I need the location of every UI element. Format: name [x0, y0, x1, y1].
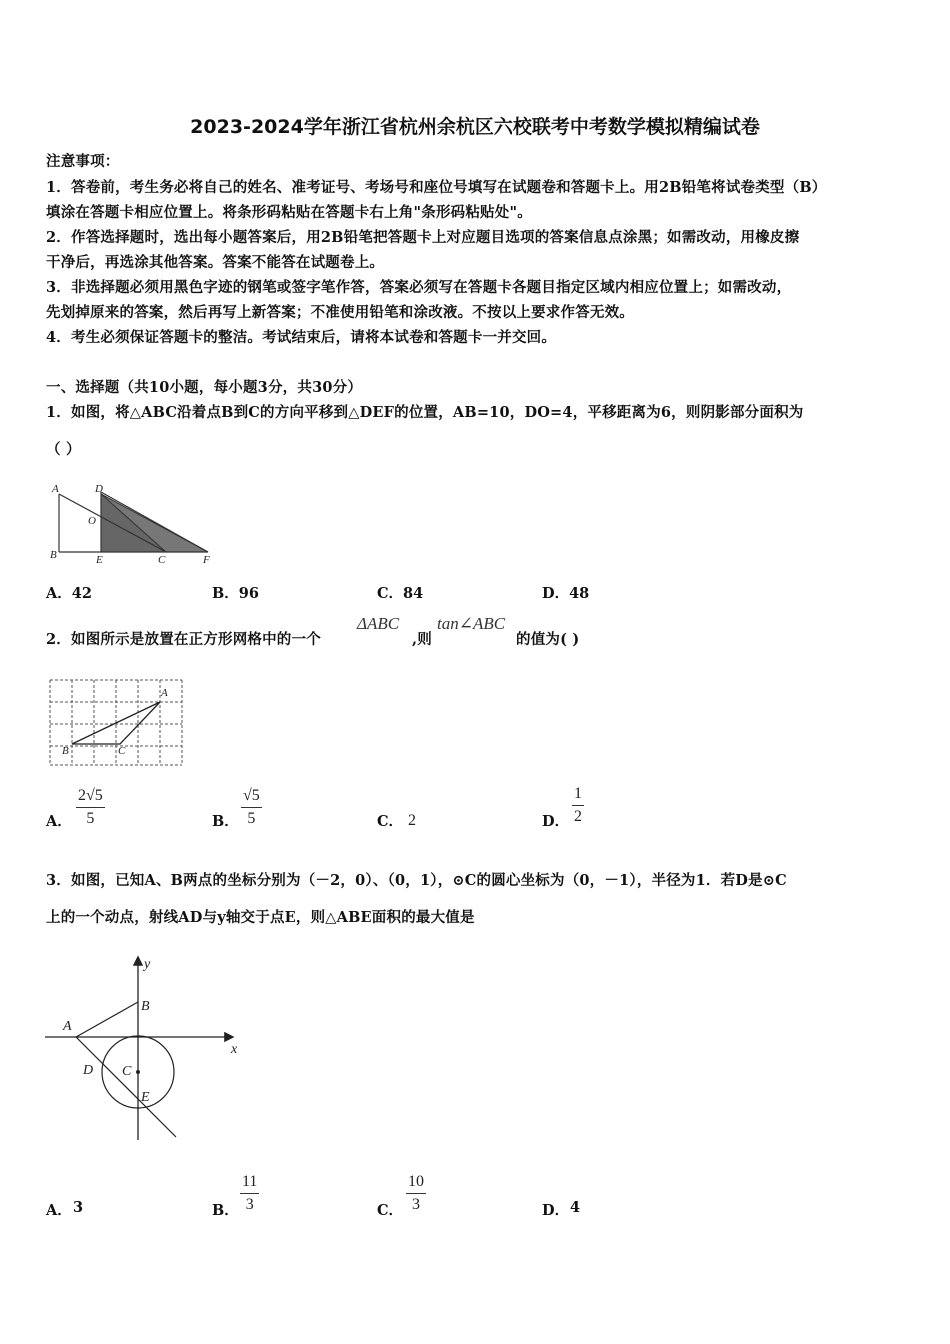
- label-d: D: [83, 1063, 94, 1078]
- segment-ab: [76, 1002, 138, 1037]
- notice-line: 4．考生必须保证答题卡的整洁。考试结束后，请将本试卷和答题卡一并交回。: [46, 329, 557, 346]
- fraction-numerator: 11: [240, 1173, 259, 1194]
- fraction-numerator: 1: [572, 785, 584, 806]
- q1-option-b[interactable]: B．96: [212, 585, 259, 602]
- notice-line: 3．非选择题必须用黑色字迹的钢笔或签字笔作答，答案必须写在答题卡各题目指定区域内相应位置上；如需改动，: [46, 279, 792, 296]
- label-c: C: [122, 1064, 132, 1079]
- q2-figure: [46, 676, 188, 770]
- q2-math-tan: tan∠ABC: [437, 614, 506, 633]
- fraction-denominator: 2: [574, 808, 582, 825]
- q2-text-mid: ,则: [412, 631, 432, 648]
- q3-option-b-label[interactable]: B．: [212, 1202, 239, 1219]
- notice-line: 填涂在答题卡相应位置上。将条形码粘贴在答题卡右上角"条形码粘贴处"。: [46, 204, 532, 221]
- q2-option-b-value: [241, 787, 262, 828]
- ray-ad: [76, 1037, 176, 1137]
- q2-option-d-value: [572, 785, 584, 826]
- q3-text: 3．如图，已知A、B两点的坐标分别为（－2，0）、（0，1），⊙C的圆心坐标为（0，－1），半径为1．若D是⊙C: [46, 872, 787, 889]
- q3-figure: [40, 950, 250, 1145]
- q3-option-a-label[interactable]: A．: [46, 1202, 72, 1219]
- fraction-denominator: 5: [247, 810, 256, 827]
- label-c: C: [158, 554, 166, 566]
- label-b: B: [141, 999, 150, 1014]
- label-f: F: [203, 554, 210, 566]
- q3-option-c-value: [406, 1173, 426, 1214]
- label-a: A: [52, 483, 59, 495]
- label-o: O: [88, 515, 96, 527]
- q2-option-a-label[interactable]: A．: [46, 813, 72, 830]
- label-c: C: [118, 745, 126, 757]
- label-b: B: [50, 549, 57, 561]
- label-a: A: [63, 1019, 72, 1034]
- label-y: y: [144, 957, 151, 972]
- q2-text-post: 的值为( ): [516, 631, 580, 648]
- fraction-numerator: √5: [241, 787, 262, 808]
- label-e: E: [96, 554, 103, 566]
- q1-bracket: （ ）: [46, 441, 81, 458]
- q3-option-a-value: 3: [73, 1199, 84, 1216]
- label-d: D: [95, 483, 103, 495]
- notice-heading: 注意事项：: [46, 153, 120, 170]
- q3-option-c-label[interactable]: C．: [377, 1202, 404, 1219]
- label-b: B: [62, 745, 69, 757]
- q2-option-a-value: [76, 787, 105, 828]
- center-c: [136, 1070, 140, 1074]
- fraction-denominator: 3: [245, 1196, 254, 1213]
- q2-option-c-label[interactable]: C．: [377, 813, 404, 830]
- notice-line: 2．作答选择题时，选出每小题答案后，用2B铅笔把答题卡上对应题目选项的答案信息点涂黑；如需改动，用橡皮擦: [46, 229, 800, 246]
- q3-option-b-value: [240, 1173, 259, 1214]
- fraction-numerator: 2√5: [76, 787, 105, 808]
- q3-option-d-label[interactable]: D．: [542, 1202, 570, 1219]
- q2-option-b-label[interactable]: B．: [212, 813, 239, 830]
- q1-option-a[interactable]: A．42: [46, 585, 92, 602]
- q1-option-c[interactable]: C．84: [377, 585, 424, 602]
- fraction-denominator: 5: [86, 810, 95, 827]
- q2-option-c-value: 2: [408, 812, 416, 829]
- fraction-denominator: 3: [412, 1196, 420, 1213]
- notice-line: 先划掉原来的答案，然后再写上新答案；不准使用铅笔和涂改液。不按以上要求作答无效。: [46, 304, 634, 321]
- q3-text-cont: 上的一个动点，射线AD与y轴交于点E，则△ABE面积的最大值是: [46, 909, 475, 926]
- q2-option-d-label[interactable]: D．: [542, 813, 570, 830]
- label-x: x: [231, 1042, 238, 1057]
- section-heading: 一、选择题（共10小题，每小题3分，共30分）: [46, 379, 363, 396]
- q1-figure: [46, 478, 216, 568]
- label-e: E: [141, 1090, 150, 1105]
- q2-math-triangle: ΔABC: [357, 614, 400, 633]
- q2-text-pre: 2．如图所示是放置在正方形网格中的一个: [46, 631, 321, 648]
- label-a: A: [161, 687, 168, 699]
- page-title: 2023-2024学年浙江省杭州余杭区六校联考中考数学模拟精编试卷: [190, 116, 760, 138]
- notice-line: 干净后，再选涂其他答案。答案不能答在试题卷上。: [46, 254, 385, 271]
- q1-option-d[interactable]: D．48: [542, 585, 590, 602]
- q3-option-d-value: 4: [570, 1199, 581, 1216]
- q1-text: 1．如图，将△ABC沿着点B到C的方向平移到△DEF的位置，AB=10，DO=4，平移距离为6，则阴影部分面积为: [46, 404, 804, 421]
- notice-line: 1．答卷前，考生务必将自己的姓名、准考证号、考场号和座位号填写在试题卷和答题卡上。用2B铅笔将试卷类型（B）: [46, 179, 827, 196]
- fraction-numerator: 10: [406, 1173, 426, 1194]
